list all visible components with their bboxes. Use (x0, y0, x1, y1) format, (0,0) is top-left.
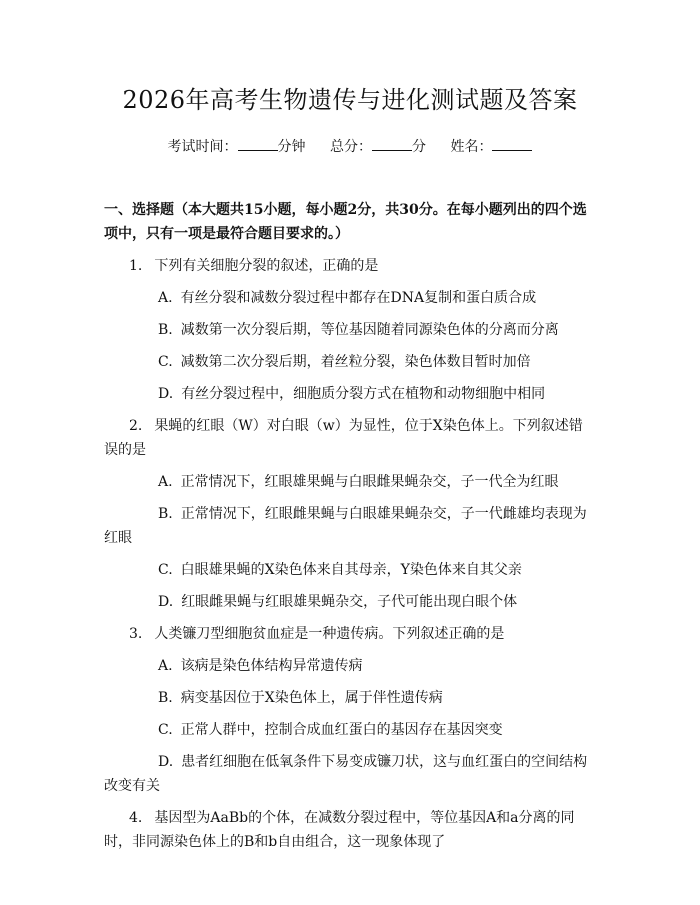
option-text: 有丝分裂和减数分裂过程中都存在DNA复制和蛋白质合成 (180, 290, 537, 306)
option-text: 减数第二次分裂后期，着丝粒分裂，染色体数目暂时加倍 (180, 354, 531, 370)
option-a[interactable] (104, 654, 596, 678)
option-text: 白眼雄果蝇的X染色体来自其母亲，Y染色体来自其父亲 (180, 562, 522, 578)
option-letter: C. (158, 354, 173, 370)
option-c[interactable] (104, 558, 596, 582)
option-b[interactable] (104, 686, 596, 710)
option-text: 有丝分裂过程中，细胞质分裂方式在植物和动物细胞中相同 (181, 386, 546, 402)
section-heading: 一、选择题（本大题共15小题，每小题2分，共30分。在每小题列出的四个选项中，只有一项是最符合题目要求的。） (104, 202, 587, 242)
option-a[interactable] (104, 286, 596, 310)
option-letter: C. (158, 562, 173, 578)
total-score-blank[interactable] (372, 136, 412, 151)
student-name-blank[interactable] (492, 136, 532, 151)
option-letter: B. (158, 322, 173, 338)
question-number: 3. (129, 626, 143, 642)
option-text: 该病是染色体结构异常遗传病 (180, 658, 363, 674)
option-letter: B. (158, 690, 173, 706)
option-text: 正常人群中，控制合成血红蛋白的基因存在基因突变 (180, 722, 503, 738)
option-c[interactable] (104, 718, 596, 742)
question-text: 果蝇的红眼（W）对白眼（w）为显性，位于X染色体上。下列叙述错误的是 (104, 418, 583, 458)
option-text: 病变基因位于X染色体上，属于伴性遗传病 (180, 690, 443, 706)
question-text: 下列有关细胞分裂的叙述，正确的是 (154, 258, 379, 274)
question-text: 人类镰刀型细胞贫血症是一种遗传病。下列叙述正确的是 (154, 626, 505, 642)
option-c[interactable] (104, 350, 596, 374)
total-score-label: 总分： (330, 139, 372, 155)
option-letter: A. (158, 474, 173, 490)
exam-time-unit: 分钟 (277, 139, 306, 155)
total-score-field (330, 136, 426, 157)
option-d[interactable] (104, 590, 596, 614)
option-letter: C. (158, 722, 173, 738)
question-number: 2. (129, 418, 143, 434)
exam-info-line (104, 136, 596, 157)
option-letter: A. (158, 290, 173, 306)
option-b[interactable] (104, 318, 596, 342)
option-text: 正常情况下，红眼雌果蝇与白眼雄果蝇杂交，子一代雌雄均表现为红眼 (104, 506, 587, 546)
option-letter: D. (158, 386, 174, 402)
option-d[interactable] (104, 382, 596, 406)
option-letter: D. (158, 754, 174, 770)
question-text: 基因型为AaBb的个体，在减数分裂过程中，等位基因A和a分离的同时，非同源染色体上的B和b自由组合，这一现象体现了 (104, 810, 575, 850)
option-text: 患者红细胞在低氧条件下易变成镰刀状，这与血红蛋白的空间结构改变有关 (104, 754, 588, 794)
question-2 (104, 414, 596, 462)
question-number: 1. (129, 258, 143, 274)
exam-time-label: 考试时间： (167, 139, 238, 155)
total-score-unit: 分 (412, 139, 426, 155)
option-text: 减数第一次分裂后期，等位基因随着同源染色体的分离而分离 (180, 322, 559, 338)
option-b[interactable] (104, 502, 596, 550)
exam-time-field (168, 136, 306, 157)
exam-time-blank[interactable] (238, 136, 278, 151)
question-number: 4. (129, 810, 143, 826)
option-letter: A. (158, 658, 173, 674)
question-stem (104, 806, 596, 854)
page-title: 2026年高考生物遗传与进化测试题及答案 (122, 86, 578, 114)
student-name-field (450, 136, 532, 157)
question-1 (104, 254, 596, 278)
option-d[interactable] (104, 750, 596, 798)
question-4 (104, 806, 596, 854)
question-stem (104, 622, 596, 646)
option-letter: D. (158, 594, 174, 610)
option-letter: B. (158, 506, 173, 522)
student-name-label: 姓名： (450, 139, 493, 155)
option-text: 红眼雌果蝇与红眼雄果蝇杂交，子代可能出现白眼个体 (181, 594, 518, 610)
question-3 (104, 622, 596, 646)
option-text: 正常情况下，红眼雄果蝇与白眼雌果蝇杂交，子一代全为红眼 (180, 474, 559, 490)
option-a[interactable] (104, 470, 596, 494)
question-stem (104, 414, 596, 462)
question-stem (104, 254, 596, 278)
